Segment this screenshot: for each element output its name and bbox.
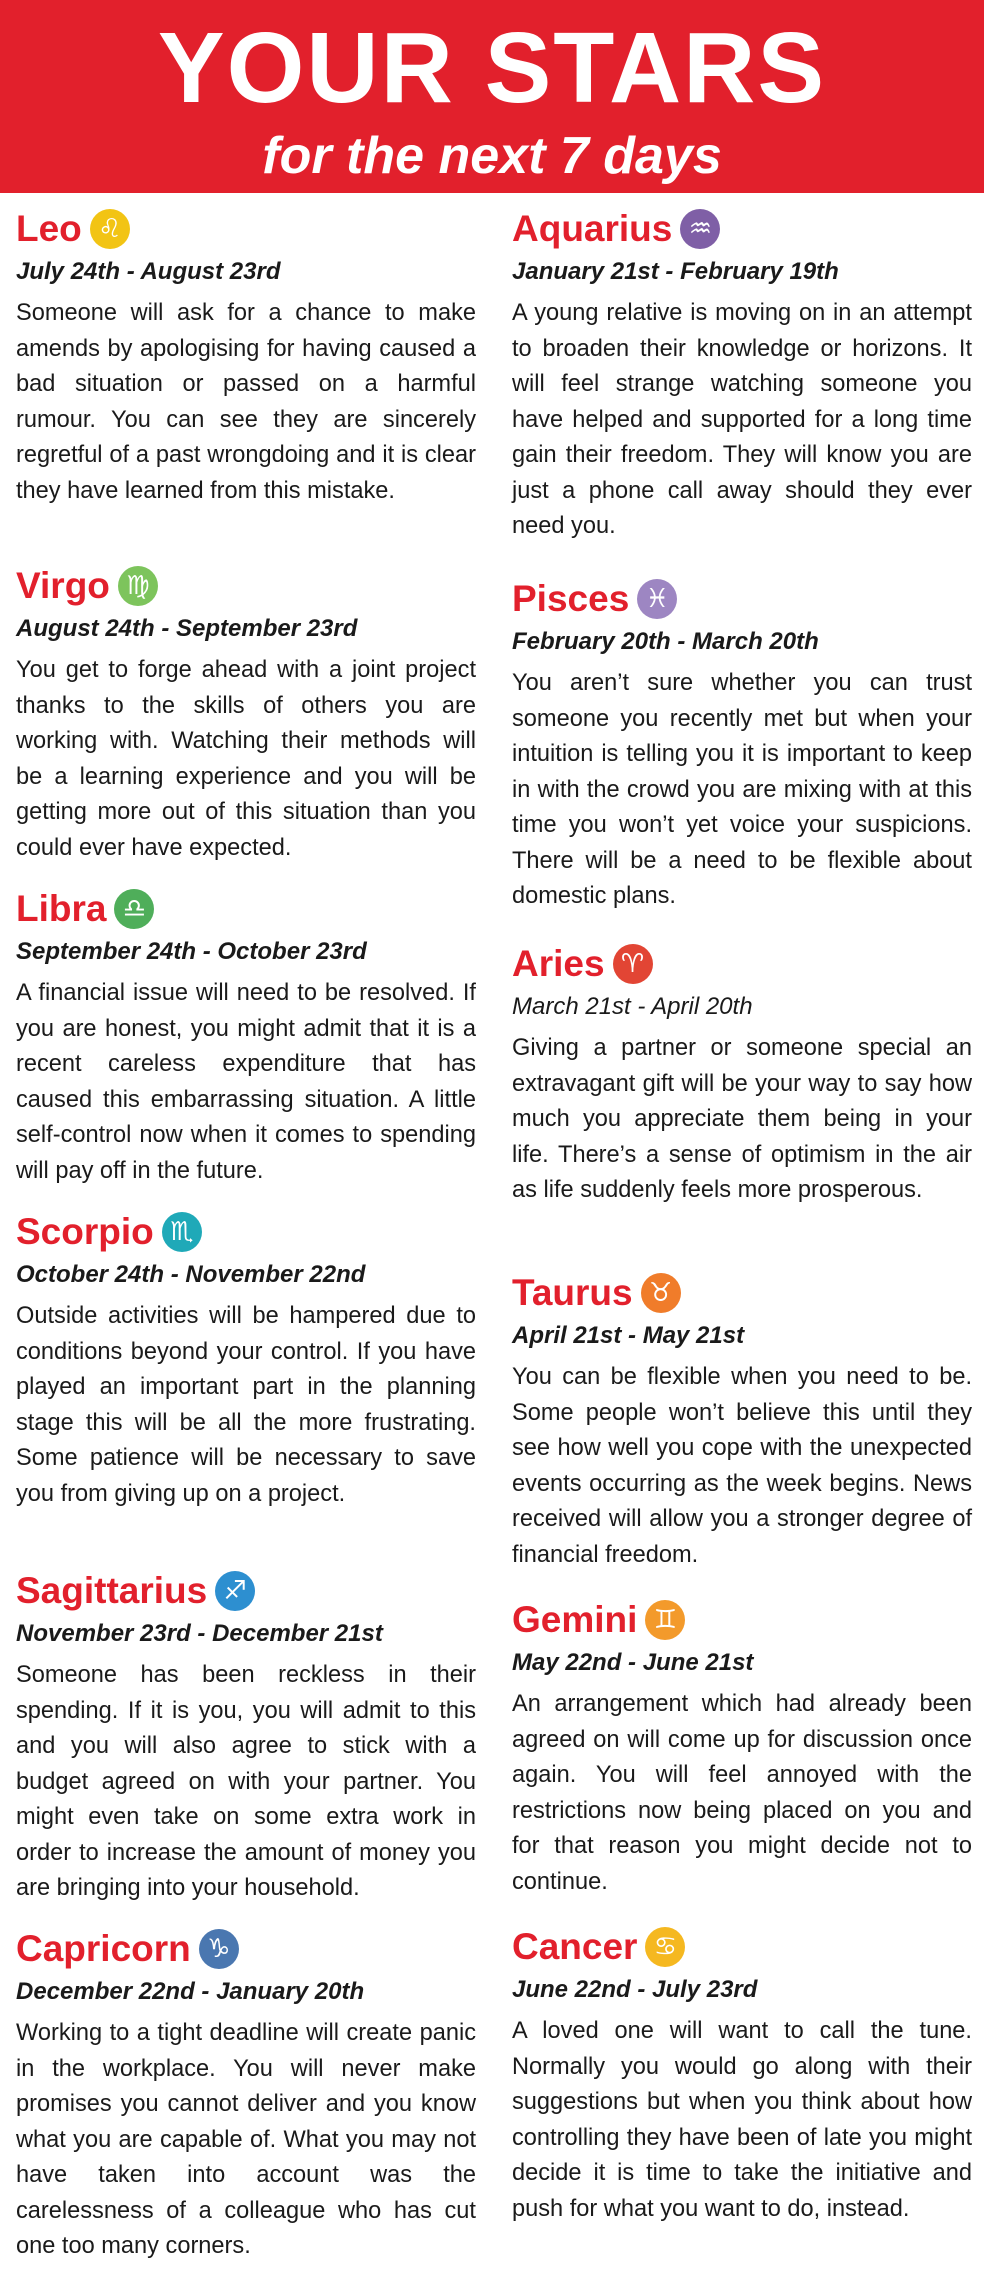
horoscope-capricorn <box>16 1925 476 2265</box>
sign-dates: June 22nd - July 23rd <box>512 1976 758 2003</box>
sign-name: Virgo <box>16 565 110 606</box>
aries-symbol-icon: ♈ <box>613 944 653 984</box>
horoscope-leo <box>16 205 476 509</box>
sign-dates: March 21st - April 20th <box>512 993 753 1020</box>
sign-dates: December 22nd - January 20th <box>16 1978 365 2005</box>
aquarius-symbol-icon: ♒ <box>680 209 720 249</box>
horoscope-scorpio <box>16 1208 476 1512</box>
leo-symbol-icon: ♌ <box>90 209 130 249</box>
sign-dates: August 24th - September 23rd <box>16 615 358 642</box>
sign-name: Sagittarius <box>16 1570 208 1611</box>
sign-forecast: Working to a tight deadline will create panic in the workplace. You will never make promises you cannot deliver and you know what you are capable of. What you may not have taken into account was the carelessness of a colleague who has cut one too many corners. <box>16 2020 476 2259</box>
sign-dates: January 21st - February 19th <box>512 258 839 285</box>
sign-name: Aries <box>512 943 605 984</box>
sign-name: Aquarius <box>512 208 673 249</box>
horoscope-libra <box>16 885 476 1189</box>
sign-name: Libra <box>16 888 107 929</box>
scorpio-symbol-icon: ♏ <box>162 1212 202 1252</box>
sign-forecast: Someone will ask for a chance to make amends by apologising for having caused a bad situation or passed on a harmful rumour. You can see they are sincerely regretful of a past wrongdoing and it is clear they have learned from this mistake. <box>16 300 476 504</box>
sign-dates: September 24th - October 23rd <box>16 938 367 965</box>
cancer-symbol-icon: ♋ <box>645 1927 685 1967</box>
sign-dates: November 23rd - December 21st <box>16 1620 383 1647</box>
horoscope-gemini <box>512 1596 972 1900</box>
sign-dates: October 24th - November 22nd <box>16 1261 366 1288</box>
taurus-symbol-icon: ♉ <box>641 1273 681 1313</box>
sign-name: Leo <box>16 208 82 249</box>
sign-dates: February 20th - March 20th <box>512 628 819 655</box>
gemini-symbol-icon: ♊ <box>645 1600 685 1640</box>
horoscope-virgo <box>16 562 476 866</box>
virgo-symbol-icon: ♍ <box>118 566 158 606</box>
sign-name: Scorpio <box>16 1211 154 1252</box>
sign-name: Pisces <box>512 578 630 619</box>
horoscope-taurus <box>512 1269 972 1573</box>
sign-forecast: You aren’t sure whether you can trust someone you recently met but when your intuition is telling you it is important to keep in with the crowd you are mixing with at this time you won’t yet voice your suspicions. There will be a need to be flexible about domestic plans. <box>512 670 972 909</box>
sign-name: Gemini <box>512 1599 638 1640</box>
sign-forecast: Outside activities will be hampered due to conditions beyond your control. If you have played an important part in the planning stage this will be all the more frustrating. Some patience will be necessary to save you from giving up on a project. <box>16 1303 476 1507</box>
header-banner <box>0 0 984 193</box>
sign-forecast: Someone has been reckless in their spending. If it is you, you will admit to this and you will also agree to stick with a budget agreed on with your partner. You might even take on some extra work in order to increase the amount of money you are bringing into your household. <box>16 1662 476 1901</box>
sign-forecast: You get to forge ahead with a joint project thanks to the skills of others you are working with. Watching their methods will be a learning experience and you will be getting more out of this situation than you could ever have expected. <box>16 657 476 861</box>
sign-forecast: A financial issue will need to be resolved. If you are honest, you might admit that it is a recent careless expenditure that has caused this embarrassing situation. A little self-control now when it comes to spending will pay off in the future. <box>16 980 476 1184</box>
horoscope-aries <box>512 940 972 1209</box>
sign-dates: July 24th - August 23rd <box>16 258 281 285</box>
horoscope-cancer <box>512 1923 972 2227</box>
capricorn-symbol-icon: ♑ <box>199 1929 239 1969</box>
sign-name: Cancer <box>512 1926 638 1967</box>
sign-dates: May 22nd - June 21st <box>512 1649 754 1676</box>
horoscope-aquarius <box>512 205 972 545</box>
sign-forecast: A loved one will want to call the tune. Normally you would go along with their suggestions but when you think about how controlling they have been of late you might decide it is time to take the initiative and push for what you want to do, instead. <box>512 2018 972 2222</box>
page-subtitle: for the next 7 days <box>262 127 722 185</box>
sign-name: Capricorn <box>16 1928 191 1969</box>
libra-symbol-icon: ♎ <box>114 889 154 929</box>
sign-dates: April 21st - May 21st <box>512 1322 745 1349</box>
sign-forecast: An arrangement which had already been agreed on will come up for discussion once again. You will feel annoyed with the restrictions now being placed on you and for that reason you might decide not to continue. <box>512 1691 972 1895</box>
pisces-symbol-icon: ♓ <box>637 579 677 619</box>
sign-forecast: You can be flexible when you need to be. Some people won’t believe this until they see how well you cope with the unexpected events occurring as the week begins. News received will allow you a stronger degree of financial freedom. <box>512 1364 972 1568</box>
sign-name: Taurus <box>512 1272 633 1313</box>
sagittarius-symbol-icon: ♐ <box>215 1571 255 1611</box>
horoscope-sagittarius <box>16 1567 476 1907</box>
page-title: YOUR STARS <box>157 12 827 124</box>
sign-forecast: Giving a partner or someone special an extravagant gift will be your way to say how much you appreciate them being in your life. There’s a sense of optimism in the air as life suddenly feels more prosperous. <box>512 1035 972 1203</box>
horoscope-pisces <box>512 575 972 915</box>
sign-forecast: A young relative is moving on in an attempt to broaden their knowledge or horizons. It will feel strange watching someone you have helped and supported for a long time gain their freedom. They will know you are just a phone call away should they ever need you. <box>512 300 972 539</box>
